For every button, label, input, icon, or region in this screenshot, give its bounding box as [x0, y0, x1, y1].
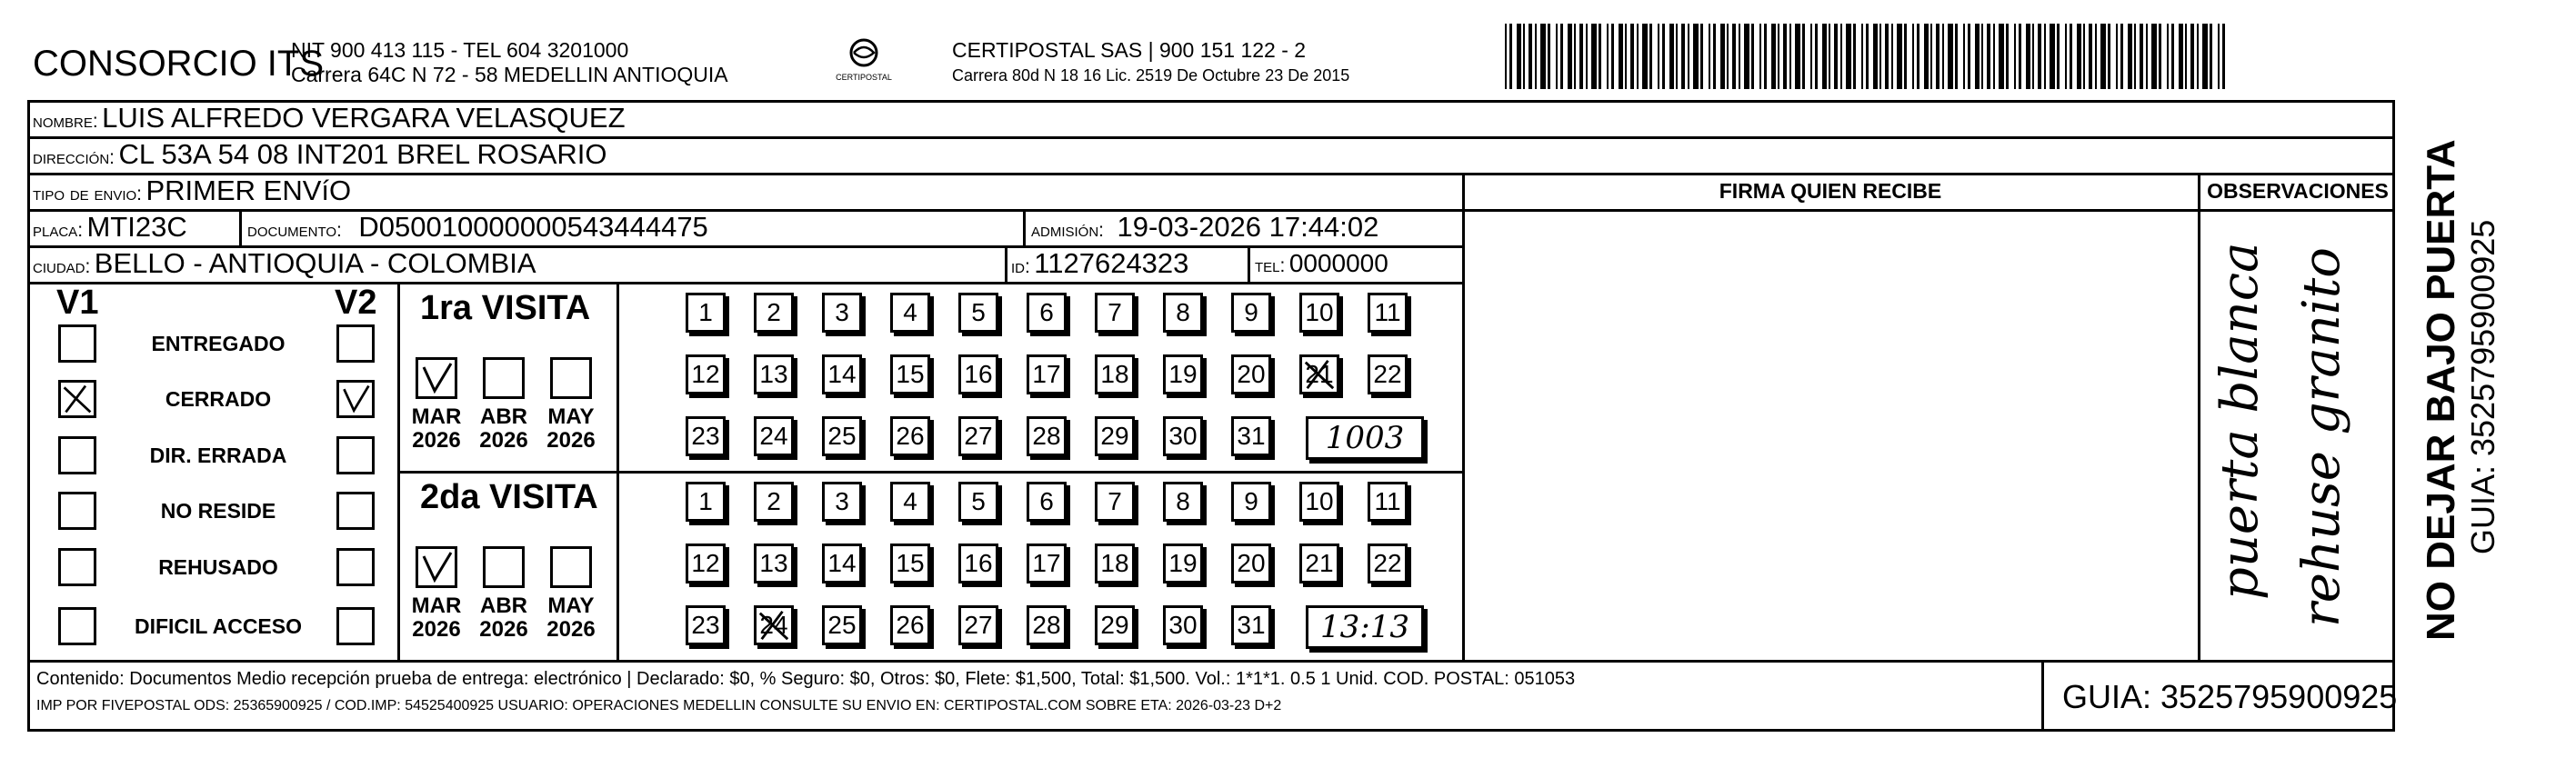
v1-checkbox[interactable] — [58, 324, 96, 363]
carrier-address: Carrera 80d N 18 16 Lic. 2519 De Octubre 23 De 2015 — [952, 66, 1350, 85]
day-box[interactable]: 30 — [1163, 416, 1203, 456]
day-box[interactable]: 28 — [1027, 605, 1067, 645]
day-box[interactable]: 28 — [1027, 416, 1067, 456]
day-box[interactable]: 30 — [1163, 605, 1203, 645]
day-box[interactable]: 7 — [1095, 482, 1135, 522]
day-box[interactable]: 16 — [958, 544, 998, 583]
admission-label: admisión: — [1031, 220, 1105, 241]
day-box[interactable]: 17 — [1027, 354, 1067, 394]
day-box[interactable]: 20 — [1231, 544, 1271, 583]
plate-label: placa: — [33, 220, 84, 241]
city-field — [33, 247, 536, 280]
side-guia: GUIA: 3525795900925 — [2464, 219, 2501, 554]
day-box[interactable]: 1 — [686, 482, 726, 522]
day-box[interactable]: 15 — [890, 354, 930, 394]
day-box[interactable]: 26 — [890, 416, 930, 456]
admission-value: 19-03-2026 17:44:02 — [1117, 211, 1379, 243]
day-box[interactable]: 19 — [1163, 354, 1203, 394]
day-box[interactable]: 29 — [1095, 416, 1135, 456]
v1-checkbox[interactable] — [58, 607, 96, 645]
month-checkbox[interactable] — [550, 546, 592, 588]
v2-checkbox[interactable] — [336, 324, 375, 363]
month-name: MAY — [547, 404, 595, 429]
day-box[interactable]: 2 — [754, 293, 794, 333]
shipping-type-label: tipo de envio: — [33, 184, 143, 204]
name-field — [33, 102, 626, 135]
company-address: Carrera 64C N 72 - 58 MEDELLIN ANTIOQUIA — [291, 63, 728, 86]
month-label — [539, 405, 603, 453]
month-name: ABR — [480, 593, 527, 618]
day-box[interactable]: 2 — [754, 482, 794, 522]
day-box[interactable]: 4 — [890, 293, 930, 333]
day-box[interactable]: 12 — [686, 544, 726, 583]
tel-field — [1255, 249, 1388, 278]
month-checkbox[interactable] — [483, 546, 525, 588]
barcode — [1505, 24, 2228, 89]
svg-text:CERTIPOSTAL: CERTIPOSTAL — [836, 73, 892, 82]
visit-time-entry[interactable]: 13:13 — [1306, 605, 1424, 649]
signature-column-header: FIRMA QUIEN RECIBE — [1719, 179, 1942, 203]
day-box[interactable]: 25 — [822, 416, 862, 456]
day-box[interactable]: 5 — [958, 293, 998, 333]
address-field — [33, 138, 607, 171]
month-label — [539, 594, 603, 642]
recipient-name: LUIS ALFREDO VERGARA VELASQUEZ — [102, 102, 626, 134]
day-box[interactable]: 18 — [1095, 544, 1135, 583]
month-checkbox[interactable] — [550, 357, 592, 399]
day-box[interactable]: 25 — [822, 605, 862, 645]
certipostal-logo — [832, 36, 896, 91]
day-box[interactable]: 24 — [754, 605, 794, 645]
document-value: D050010000000543444475 — [358, 211, 708, 243]
v2-checkbox[interactable] — [336, 548, 375, 586]
address-label: dirección: — [33, 147, 115, 168]
document-field — [247, 211, 708, 244]
day-box[interactable]: 21 — [1299, 354, 1339, 394]
tel-label: tel: — [1255, 255, 1286, 276]
day-box[interactable]: 7 — [1095, 293, 1135, 333]
day-box[interactable]: 18 — [1095, 354, 1135, 394]
v2-header: V2 — [335, 284, 377, 322]
day-box[interactable]: 21 — [1299, 544, 1339, 583]
day-box[interactable]: 8 — [1163, 293, 1203, 333]
day-box[interactable]: 4 — [890, 482, 930, 522]
month-name: MAR — [411, 593, 462, 618]
day-box[interactable]: 23 — [686, 605, 726, 645]
guia-number: GUIA: 3525795900925 — [2062, 678, 2398, 715]
visit-title: 2da VISITA — [420, 478, 598, 516]
month-checkbox[interactable] — [416, 546, 457, 588]
month-checkbox[interactable] — [416, 357, 457, 399]
status-label: REHUSADO — [158, 555, 278, 579]
day-box[interactable]: 13 — [754, 544, 794, 583]
observations-area — [2201, 218, 2392, 658]
status-label: NO RESIDE — [160, 499, 276, 523]
day-box[interactable]: 16 — [958, 354, 998, 394]
v1-checkbox[interactable] — [58, 380, 96, 418]
observations-column-header: OBSERVACIONES — [2207, 179, 2389, 203]
day-box[interactable]: 12 — [686, 354, 726, 394]
observation-line-1: puerta blanca — [2210, 242, 2270, 600]
day-box[interactable]: 14 — [822, 544, 862, 583]
status-label: DIR. ERRADA — [149, 444, 287, 467]
recipient-address: CL 53A 54 08 INT201 BREL ROSARIO — [118, 138, 607, 170]
day-box[interactable]: 19 — [1163, 544, 1203, 583]
day-box[interactable]: 3 — [822, 293, 862, 333]
day-box[interactable]: 10 — [1299, 293, 1339, 333]
day-box[interactable]: 31 — [1231, 605, 1271, 645]
document-label: documento: — [247, 220, 342, 241]
id-field — [1011, 247, 1188, 280]
v2-checkbox[interactable] — [336, 607, 375, 645]
month-name: MAY — [547, 593, 595, 618]
day-box[interactable]: 6 — [1027, 482, 1067, 522]
month-name: ABR — [480, 404, 527, 429]
plate-field — [33, 211, 187, 244]
status-label: DIFICIL ACCESO — [134, 614, 302, 638]
day-box[interactable]: 23 — [686, 416, 726, 456]
month-year: 2026 — [546, 428, 596, 453]
v1-checkbox[interactable] — [58, 548, 96, 586]
month-checkbox[interactable] — [483, 357, 525, 399]
no-dejar-bajo-puerta: NO DEJAR BAJO PUERTA — [2419, 139, 2463, 641]
day-box[interactable]: 1 — [686, 293, 726, 333]
day-box[interactable]: 8 — [1163, 482, 1203, 522]
day-box[interactable]: 9 — [1231, 482, 1271, 522]
day-box[interactable]: 27 — [958, 416, 998, 456]
v2-checkbox[interactable] — [336, 492, 375, 530]
month-name: MAR — [411, 404, 462, 429]
day-box[interactable]: 31 — [1231, 416, 1271, 456]
month-year: 2026 — [479, 617, 528, 642]
month-year: 2026 — [412, 617, 461, 642]
day-box[interactable]: 3 — [822, 482, 862, 522]
company-name: CONSORCIO ITS — [33, 44, 325, 84]
day-box[interactable]: 11 — [1368, 482, 1408, 522]
month-year: 2026 — [479, 428, 528, 453]
company-nit: NIT 900 413 115 - TEL 604 3201000 — [291, 38, 629, 62]
status-label: ENTREGADO — [151, 332, 286, 355]
v2-checkbox[interactable] — [336, 380, 375, 418]
month-year: 2026 — [546, 617, 596, 642]
footer-print-info: IMP POR FIVEPOSTAL ODS: 25365900925 / COD.IMP: 54525400925 USUARIO: OPERACIONES MEDELLIN CONSULTE SU ENVIO EN: CERTIPOSTAL.COM SOBRE ETA: 2026-03-23 D+2 — [36, 698, 1282, 713]
day-box[interactable]: 9 — [1231, 293, 1271, 333]
day-box[interactable]: 14 — [822, 354, 862, 394]
month-label — [472, 594, 536, 642]
status-label: CERRADO — [165, 387, 272, 411]
month-label — [405, 405, 468, 453]
plate-value: MTI23C — [86, 211, 187, 243]
observation-line-2: rehuse granito — [2292, 247, 2351, 627]
v1-checkbox[interactable] — [58, 492, 96, 530]
carrier-name: CERTIPOSTAL SAS | 900 151 122 - 2 — [952, 38, 1307, 62]
day-box[interactable]: 22 — [1368, 544, 1408, 583]
day-box[interactable]: 10 — [1299, 482, 1339, 522]
city-label: ciudad: — [33, 256, 91, 277]
v2-checkbox[interactable] — [336, 436, 375, 474]
visit-time-entry[interactable]: 1003 — [1306, 416, 1424, 460]
id-label: id: — [1011, 256, 1030, 277]
day-box[interactable]: 11 — [1368, 293, 1408, 333]
month-year: 2026 — [412, 428, 461, 453]
day-box[interactable]: 15 — [890, 544, 930, 583]
footer-contents: Contenido: Documentos Medio recepción prueba de entrega: electrónico | Declarado: $0, % Seguro: $0, Otros: $0, Flete: $1,500, Total: $1,500. Vol.: 1*1*1. 0.5 1 Unid. COD. POSTAL: 051053 — [36, 669, 1576, 689]
id-value: 1127624323 — [1034, 247, 1189, 279]
day-box[interactable]: 26 — [890, 605, 930, 645]
day-box[interactable]: 20 — [1231, 354, 1271, 394]
city-value: BELLO - ANTIOQUIA - COLOMBIA — [94, 247, 536, 279]
day-box[interactable]: 29 — [1095, 605, 1135, 645]
name-label: nombre: — [33, 111, 98, 132]
day-box[interactable]: 5 — [958, 482, 998, 522]
v1-header: V1 — [56, 284, 99, 322]
day-box[interactable]: 13 — [754, 354, 794, 394]
day-box[interactable]: 22 — [1368, 354, 1408, 394]
shipping-type-field — [33, 175, 351, 207]
day-box[interactable]: 27 — [958, 605, 998, 645]
month-label — [472, 405, 536, 453]
shipping-type: PRIMER ENVíO — [145, 175, 352, 206]
month-label — [405, 594, 468, 642]
admission-field — [1031, 211, 1378, 244]
day-box[interactable]: 24 — [754, 416, 794, 456]
day-box[interactable]: 6 — [1027, 293, 1067, 333]
day-box[interactable]: 17 — [1027, 544, 1067, 583]
visit-title: 1ra VISITA — [420, 289, 591, 327]
tel-value: 0000000 — [1288, 249, 1388, 277]
v1-checkbox[interactable] — [58, 436, 96, 474]
